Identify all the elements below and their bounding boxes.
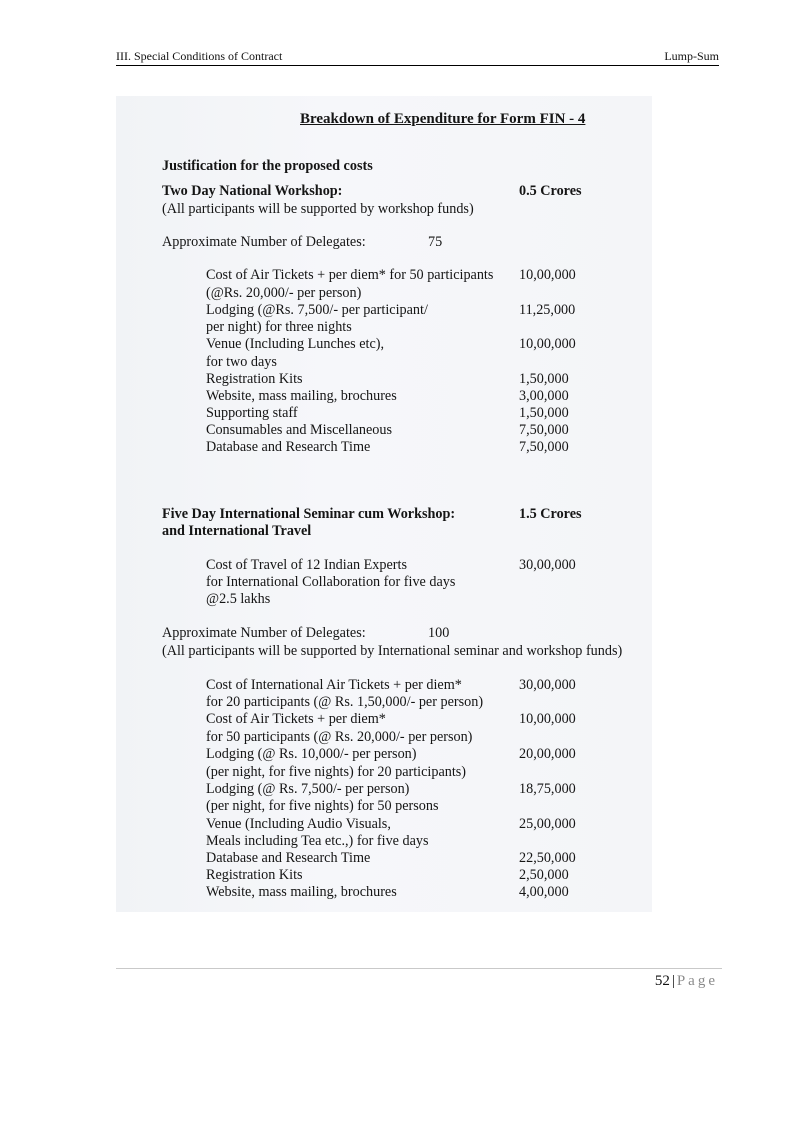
international-item-label: Venue (Including Audio Visuals, xyxy=(206,816,391,832)
national-item-label: per night) for three nights xyxy=(206,319,352,335)
international-delegates-value: 100 xyxy=(428,625,450,641)
international-travel-label: @2.5 lakhs xyxy=(206,591,271,607)
national-item-value: 10,00,000 xyxy=(519,267,576,283)
international-note: (All participants will be supported by International seminar and workshop funds) xyxy=(162,643,623,659)
national-delegates-label: Approximate Number of Delegates: xyxy=(162,234,366,250)
national-item-value: 3,00,000 xyxy=(519,388,569,404)
national-item-label: Cost of Air Tickets + per diem* for 50 participants xyxy=(206,267,494,283)
national-workshop-heading: Two Day National Workshop: xyxy=(162,183,343,199)
international-item-label: (per night, for five nights) for 50 persons xyxy=(206,798,439,814)
international-travel-label: Cost of Travel of 12 Indian Experts xyxy=(206,557,407,573)
national-item-value: 1,50,000 xyxy=(519,405,569,421)
international-seminar-amount: 1.5 Crores xyxy=(519,506,582,522)
international-item-label: (per night, for five nights) for 20 participants) xyxy=(206,764,467,780)
national-item-value: 1,50,000 xyxy=(519,371,569,387)
international-item-label: Registration Kits xyxy=(206,867,303,883)
international-item-value: 22,50,000 xyxy=(519,850,576,866)
international-seminar-heading: and International Travel xyxy=(162,523,312,539)
international-item-value: 18,75,000 xyxy=(519,781,576,797)
international-travel-value: 30,00,000 xyxy=(519,557,576,573)
international-item-label: Cost of International Air Tickets + per diem* xyxy=(206,677,462,693)
national-item-label: Consumables and Miscellaneous xyxy=(206,422,392,438)
international-item-label: Database and Research Time xyxy=(206,850,371,866)
national-item-value: 11,25,000 xyxy=(519,302,576,318)
national-item-label: Lodging (@Rs. 7,500/- per participant/ xyxy=(206,302,428,318)
scanned-document-image xyxy=(116,96,652,912)
international-item-label: for 20 participants (@ Rs. 1,50,000/- per person) xyxy=(206,694,484,710)
page-word: Page xyxy=(676,973,718,989)
national-item-value: 7,50,000 xyxy=(519,422,569,438)
international-item-label: Cost of Air Tickets + per diem* xyxy=(206,711,386,727)
national-delegates-value: 75 xyxy=(428,234,443,250)
page-separator: | xyxy=(671,973,675,989)
national-item-label: for two days xyxy=(206,354,277,370)
international-seminar-heading: Five Day International Seminar cum Workshop: xyxy=(162,506,456,522)
national-item-label: (@Rs. 20,000/- per person) xyxy=(206,285,362,301)
international-item-value: 10,00,000 xyxy=(519,711,576,727)
page-header xyxy=(116,48,719,66)
international-delegates-label: Approximate Number of Delegates: xyxy=(162,625,366,641)
international-item-label: Meals including Tea etc.,) for five days xyxy=(206,833,429,849)
national-item-label: Registration Kits xyxy=(206,371,303,387)
header-right-text: Lump-Sum xyxy=(664,49,719,63)
international-item-label: for 50 participants (@ Rs. 20,000/- per person) xyxy=(206,729,473,745)
international-item-label: Lodging (@ Rs. 7,500/- per person) xyxy=(206,781,410,797)
national-item-label: Database and Research Time xyxy=(206,439,371,455)
international-item-label: Website, mass mailing, brochures xyxy=(206,884,397,900)
page-number: 52 xyxy=(654,973,670,989)
document-title: Breakdown of Expenditure for Form FIN - 4 xyxy=(300,111,586,127)
national-item-label: Venue (Including Lunches etc), xyxy=(206,336,385,352)
international-travel-label: for International Collaboration for five days xyxy=(206,574,456,590)
page-footer xyxy=(655,973,718,990)
national-item-label: Website, mass mailing, brochures xyxy=(206,388,397,404)
justification-heading: Justification for the proposed costs xyxy=(162,158,373,174)
international-item-label: Lodging (@ Rs. 10,000/- per person) xyxy=(206,746,417,762)
international-item-value: 2,50,000 xyxy=(519,867,569,883)
national-item-label: Supporting staff xyxy=(206,405,298,421)
national-item-value: 10,00,000 xyxy=(519,336,576,352)
national-workshop-note: (All participants will be supported by workshop funds) xyxy=(162,201,474,217)
header-left-text: III. Special Conditions of Contract xyxy=(116,49,283,63)
international-item-value: 30,00,000 xyxy=(519,677,576,693)
footer-divider xyxy=(116,968,722,969)
national-workshop-amount: 0.5 Crores xyxy=(519,183,582,199)
international-item-value: 20,00,000 xyxy=(519,746,576,762)
international-item-value: 4,00,000 xyxy=(519,884,569,900)
national-item-value: 7,50,000 xyxy=(519,439,569,455)
international-item-value: 25,00,000 xyxy=(519,816,576,832)
